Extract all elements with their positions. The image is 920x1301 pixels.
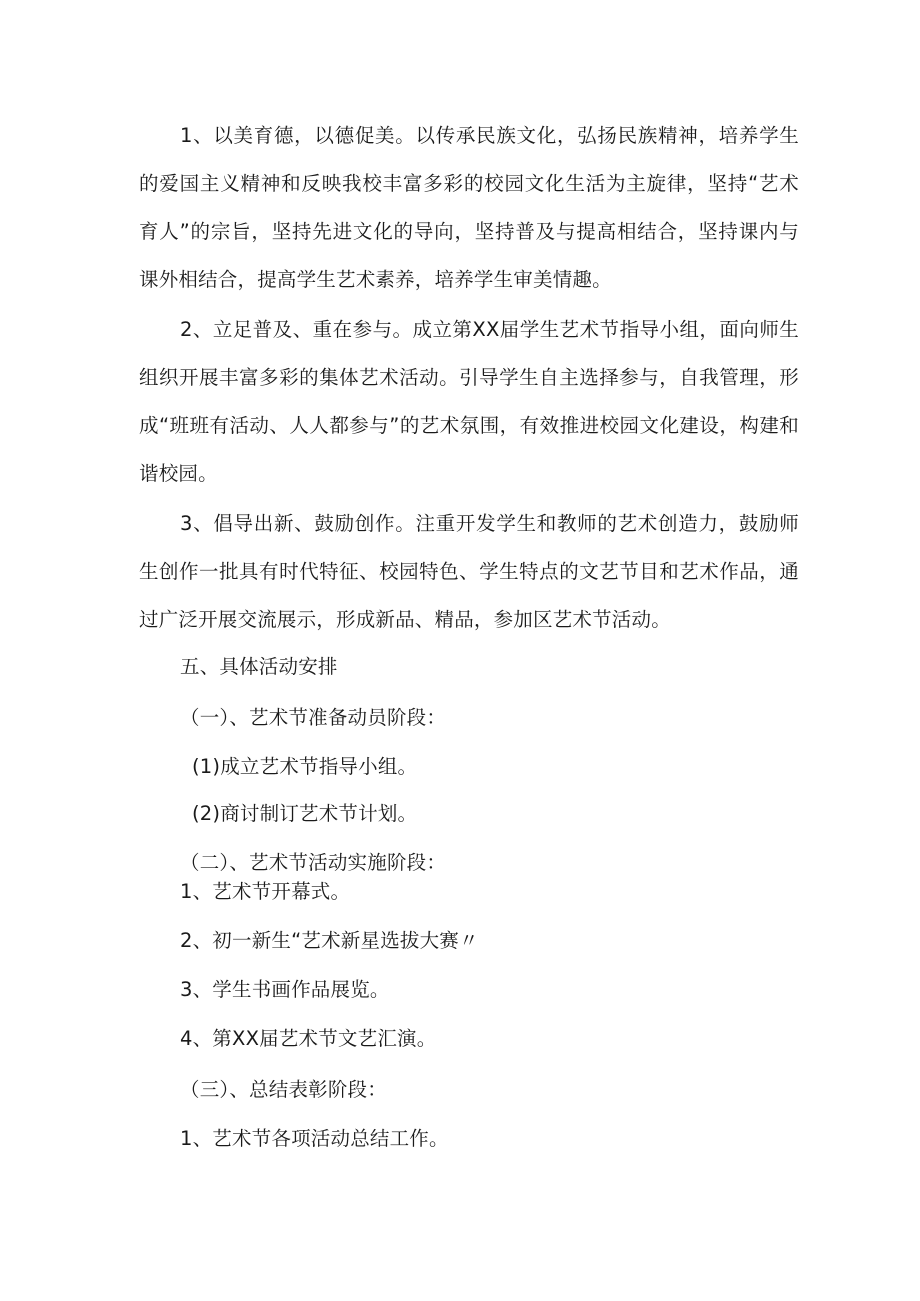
stage-2-item-4: 4、第XX届艺术节文艺汇演。	[180, 1027, 437, 1050]
stage-3-heading: （三）、总结表彰阶段：	[180, 1078, 387, 1101]
paragraph-3-text: 3、倡导出新、鼓励创作。注重开发学生和教师的艺术创造力，鼓励师生创作一批具有时代特征、校园特色、学生特点的文艺节目和艺术作品，通过广泛开展交流展示，形成新品、精品，参加区艺术节活动。	[139, 512, 799, 631]
stage-3-item-1: 1、艺术节各项活动总结工作。	[180, 1127, 449, 1150]
stage-1-item-1: (1)成立艺术节指导小组。	[192, 755, 418, 778]
paragraph-1-text: 1、以美育德，以德促美。以传承民族文化，弘扬民族精神，培养学生的爱国主义精神和反映我校丰富多彩的校园文化生活为主旋律，坚持“艺术育人”的宗旨，坚持先进文化的导向，坚持普及与提高相结合，坚持课内与课外相结合，提高学生艺术素养，培养学生审美情趣。	[139, 124, 799, 291]
paragraph-1	[139, 112, 799, 304]
stage-2-item-2: 2、初一新生“艺术新星选拔大赛〃	[180, 929, 479, 952]
paragraph-2	[139, 306, 799, 498]
paragraph-3	[139, 500, 799, 644]
section-title: 五、具体活动安排	[180, 655, 338, 678]
stage-1-heading: （一）、艺术节准备动员阶段：	[180, 706, 447, 729]
paragraph-2-text: 2、立足普及、重在参与。成立第XX届学生艺术节指导小组，面向师生组织开展丰富多彩的集体艺术活动。引导学生自主选择参与，自我管理，形成“班班有活动、人人都参与”的艺术氛围，有效推进校园文化建设，构建和谐校园。	[139, 318, 799, 485]
stage-2-item-3: 3、学生书画作品展览。	[180, 978, 390, 1001]
stage-2-heading: （二）、艺术节活动实施阶段：	[180, 851, 447, 874]
stage-1-item-2: (2)商讨制订艺术节计划。	[192, 802, 418, 825]
stage-2-item-1: 1、艺术节开幕式。	[180, 880, 351, 903]
